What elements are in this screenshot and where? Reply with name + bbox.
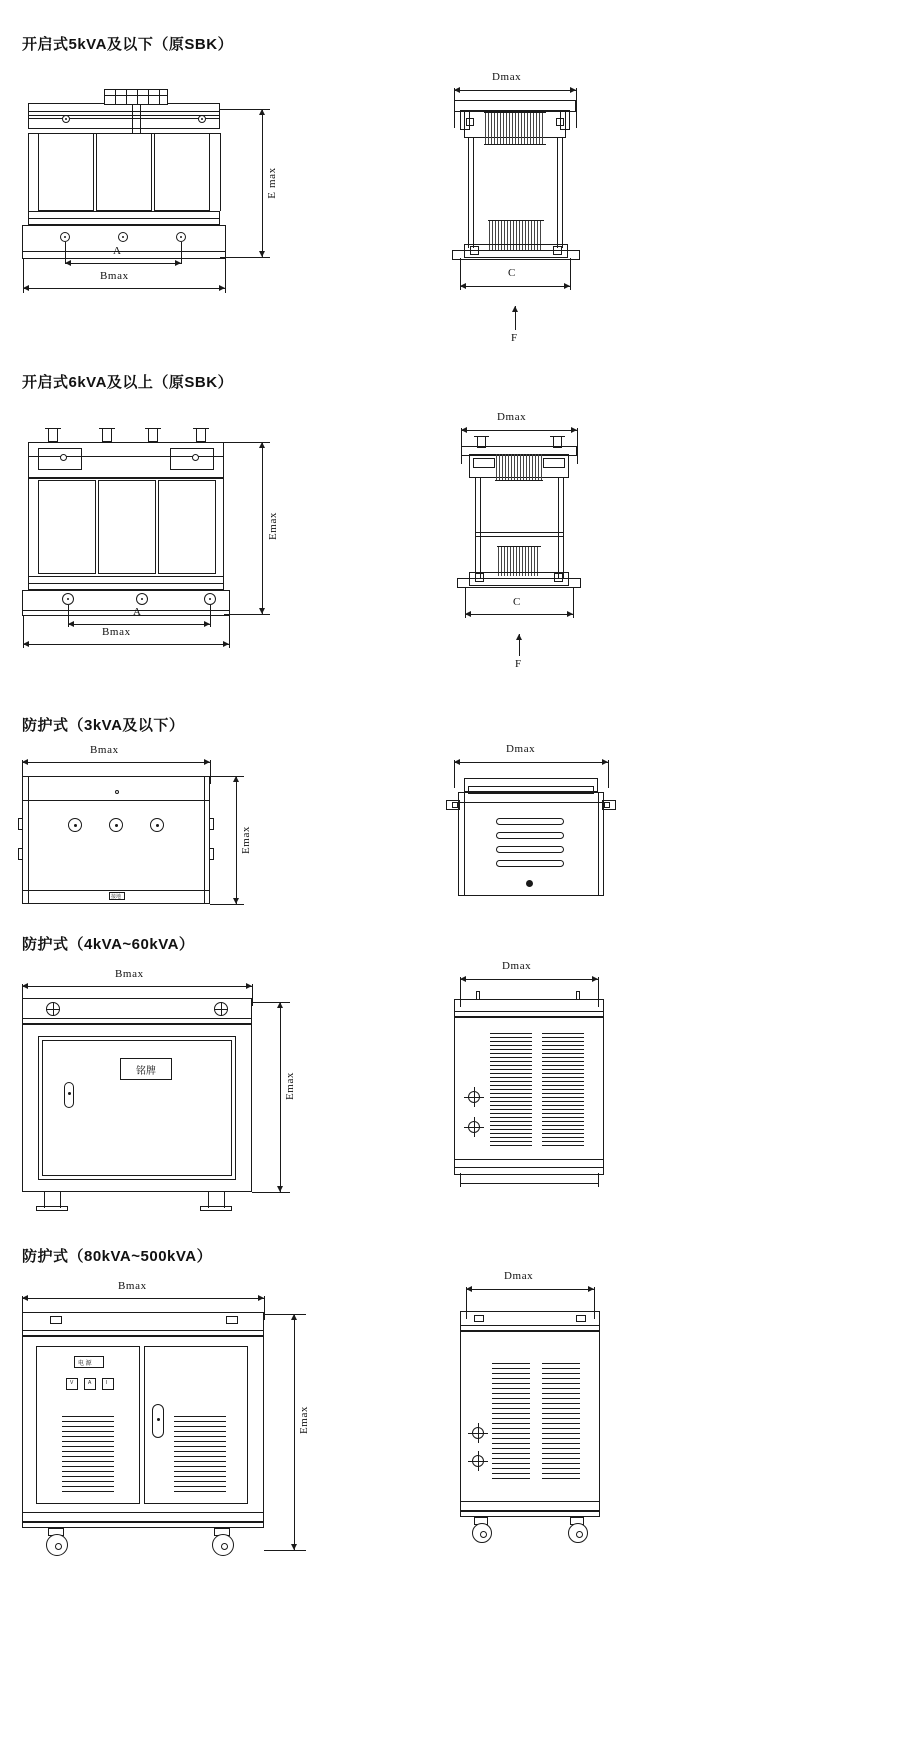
figure5-side-view xyxy=(430,1265,660,1565)
figure3-side-view xyxy=(428,740,658,920)
lifting-lug-left xyxy=(50,1316,62,1324)
caster-wheel-left xyxy=(472,1523,492,1543)
coil-top-edge xyxy=(497,546,541,547)
hole-center xyxy=(67,598,69,600)
terminal-divider xyxy=(159,89,160,105)
hole-center xyxy=(141,598,143,600)
terminal-line xyxy=(104,95,168,96)
terminal-divider xyxy=(148,89,149,105)
meter-1-label: V xyxy=(70,1380,74,1386)
louver-slot xyxy=(496,860,564,867)
core-top-line xyxy=(28,478,224,479)
dim-label-emax: Emax xyxy=(284,1071,296,1101)
figure3-front-view xyxy=(14,744,274,913)
meter-2-label: A xyxy=(88,1380,92,1386)
body-bottom-seam xyxy=(460,1501,600,1502)
arrow-right xyxy=(175,260,181,266)
side-rail-right-inner xyxy=(557,138,558,248)
fixing-hole xyxy=(192,454,199,461)
base-plate xyxy=(22,590,230,616)
section-title-enclosed-4-60kva: 防护式（4kVA~60kVA） xyxy=(22,936,195,953)
bottom-clamp-line xyxy=(28,583,224,584)
arrow-right xyxy=(258,1295,264,1301)
dim-label-dmax: Dmax xyxy=(492,71,522,83)
ground-stud xyxy=(526,880,533,887)
core-right-line xyxy=(223,478,224,576)
arrow-right xyxy=(223,641,229,647)
panel-edge-left xyxy=(464,792,465,896)
dim-label-c: C xyxy=(513,596,521,608)
base-line xyxy=(22,251,226,252)
terminal-insulator xyxy=(102,428,112,442)
bottom-seam xyxy=(454,1167,604,1168)
lifting-lug-left xyxy=(474,1315,484,1322)
arrow-up xyxy=(512,306,518,312)
hole-center xyxy=(201,118,203,120)
dim-label-bmax: Bmax xyxy=(118,1280,147,1292)
coil-top-edge xyxy=(488,220,544,221)
coil-top-edge xyxy=(484,112,546,113)
panel-seam-bottom xyxy=(22,890,210,891)
terminal-divider xyxy=(126,89,127,105)
caster-wheel-left xyxy=(46,1534,68,1556)
terminal-cap xyxy=(193,428,209,429)
side-rail-left-inner xyxy=(480,478,481,578)
side-tab-right xyxy=(209,848,214,860)
dim-line-dmax xyxy=(466,1289,594,1290)
ext-line xyxy=(577,428,578,464)
arrow-up xyxy=(277,1002,283,1008)
terminal-insulator xyxy=(148,428,158,442)
louver-group-left-door xyxy=(62,1416,114,1492)
cover-seam xyxy=(454,1011,604,1012)
coil-hatch-upper xyxy=(495,454,543,480)
door-handle[interactable] xyxy=(152,1404,164,1438)
bolt-right xyxy=(556,118,564,126)
arrow-left xyxy=(465,611,471,617)
dim-line-emax xyxy=(236,776,237,904)
dim-line-bmax xyxy=(22,1298,264,1299)
arrow-down xyxy=(259,608,265,614)
dim-label-a: A xyxy=(113,245,122,257)
side-tab-left xyxy=(18,848,23,860)
dim-line-a xyxy=(65,263,181,264)
hole-center xyxy=(65,118,67,120)
arrow-left xyxy=(68,621,74,627)
ground-badge-label: 接地 xyxy=(111,894,122,900)
arrow-left xyxy=(460,283,466,289)
coil-phase-2 xyxy=(98,480,156,574)
dim-line-dmax xyxy=(460,979,598,980)
arrow-left xyxy=(23,285,29,291)
louver-group-left xyxy=(490,1033,532,1145)
ext-line xyxy=(210,760,211,784)
dim-label-bmax: Bmax xyxy=(115,968,144,980)
ext-line xyxy=(220,257,270,258)
arrow-right xyxy=(204,621,210,627)
bolt-left xyxy=(466,118,474,126)
terminal-insulator xyxy=(48,428,58,442)
louver-slot xyxy=(496,818,564,825)
ext-line xyxy=(210,904,244,905)
louver-group-right xyxy=(542,1033,584,1145)
dim-label-bmax: Bmax xyxy=(102,626,131,638)
cross-member xyxy=(475,532,563,533)
side-tab-right xyxy=(209,818,214,830)
cover-seam xyxy=(460,1325,600,1326)
terminal-cap xyxy=(99,428,115,429)
section-title-enclosed-3kva: 防护式（3kVA及以下） xyxy=(22,717,185,734)
ext-line xyxy=(576,88,577,128)
panel-edge-right xyxy=(598,792,599,896)
lifting-lug-left xyxy=(476,991,480,1000)
crosshair-v xyxy=(474,1087,475,1107)
dim-line-dmax xyxy=(454,90,576,91)
foot-plate-right xyxy=(200,1206,232,1211)
dim-line-base xyxy=(460,1183,598,1184)
figure1-side-view xyxy=(440,60,640,350)
dim-label-emax: E max xyxy=(266,167,278,199)
hole-center xyxy=(180,236,182,238)
panel-edge-left xyxy=(28,776,29,904)
coil-phase-3 xyxy=(154,133,210,211)
ext-line xyxy=(229,616,230,648)
terminal-insulator xyxy=(196,428,206,442)
core-right-line xyxy=(220,133,221,211)
louver-slot xyxy=(496,832,564,839)
figure5-front-view xyxy=(14,1272,314,1562)
terminal-cap xyxy=(45,428,61,429)
hole-center xyxy=(64,236,66,238)
side-rail-right-inner xyxy=(558,478,559,578)
arrow-right xyxy=(564,283,570,289)
arrow-up xyxy=(259,109,265,115)
arrow-left xyxy=(22,759,28,765)
dim-label-dmax: Dmax xyxy=(502,960,532,972)
arrow-right xyxy=(592,976,598,982)
dim-label-emax: Emax xyxy=(240,825,252,855)
cover-seam xyxy=(22,1018,252,1019)
dim-line-bmax xyxy=(23,644,229,645)
dim-line-bmax xyxy=(22,762,210,763)
arrow-left xyxy=(22,1295,28,1301)
section-title-open-5kva: 开启式5kVA及以下（原SBK） xyxy=(22,36,234,53)
coil-phase-1 xyxy=(38,480,96,574)
arrow-right xyxy=(588,1286,594,1292)
control-panel-label: 电 源 xyxy=(78,1361,92,1367)
ext-line xyxy=(570,258,571,290)
dim-label-c: C xyxy=(508,267,516,279)
louver-group-right-door xyxy=(174,1416,226,1492)
arrow-up xyxy=(233,776,239,782)
bolt-right xyxy=(554,573,563,582)
enclosure-top-cover xyxy=(454,999,604,1017)
crosshair-v xyxy=(478,1451,479,1471)
section-title-enclosed-80-500kva: 防护式（80kVA~500kVA） xyxy=(22,1248,213,1265)
lifting-eye-cross xyxy=(221,1002,222,1016)
ext-line xyxy=(608,760,609,788)
arrow-right xyxy=(570,87,576,93)
coil-phase-1 xyxy=(38,133,94,211)
side-terminal-left-detail xyxy=(452,802,458,808)
terminal-divider xyxy=(137,89,138,105)
coil-phase-2 xyxy=(96,133,152,211)
bottom-clamp-line xyxy=(28,218,220,219)
dim-label-a: A xyxy=(133,606,142,618)
arrow-left xyxy=(65,260,71,266)
arrow-right xyxy=(602,759,608,765)
dim-line-bmax xyxy=(22,986,252,987)
dim-label-dmax: Dmax xyxy=(506,743,536,755)
vent-hole xyxy=(115,790,119,794)
figure2-side-view xyxy=(445,400,645,680)
hole-center xyxy=(122,236,124,238)
base-plate xyxy=(22,225,226,259)
louver-group-right xyxy=(542,1363,580,1481)
lock-keyhole xyxy=(157,1418,160,1421)
ext-line xyxy=(460,1173,461,1187)
terminal-lead xyxy=(140,105,141,133)
dim-line-emax xyxy=(280,1002,281,1192)
side-rail-left-inner xyxy=(473,138,474,248)
ext-line xyxy=(264,1550,306,1551)
side-tab-left xyxy=(18,818,23,830)
coil-hatch-upper xyxy=(484,112,546,144)
core-left-line xyxy=(28,133,29,211)
figure4-side-view xyxy=(430,955,660,1205)
dim-line-emax xyxy=(262,442,263,614)
base-line xyxy=(22,610,230,611)
bushing-center xyxy=(74,824,77,827)
ext-line xyxy=(224,614,270,615)
figure4-front-view xyxy=(14,962,294,1212)
coil-bottom-edge xyxy=(495,480,543,481)
side-rail-right-outer xyxy=(562,138,563,248)
bushing-center xyxy=(156,824,159,827)
crosshair-v xyxy=(478,1423,479,1443)
meter-3[interactable] xyxy=(102,1378,114,1390)
dim-label-bmax: Bmax xyxy=(90,744,119,756)
terminal-cap xyxy=(145,428,161,429)
dim-line-c xyxy=(460,286,570,287)
section-title-open-6kva: 开启式6kVA及以上（原SBK） xyxy=(22,374,234,391)
arrow-left xyxy=(22,983,28,989)
cover-seam xyxy=(22,1330,264,1331)
dim-line-emax xyxy=(294,1314,295,1550)
bolt-left xyxy=(475,573,484,582)
lifting-lug-right xyxy=(226,1316,238,1324)
arrow-left xyxy=(460,976,466,982)
panel-seam xyxy=(458,802,604,803)
caster-wheel-right xyxy=(212,1534,234,1556)
arrow-up xyxy=(516,634,522,640)
ext-line xyxy=(252,1002,290,1003)
dim-label-dmax: Dmax xyxy=(497,411,527,423)
enclosure-front-panel xyxy=(22,776,210,904)
arrow-right xyxy=(246,983,252,989)
side-rail-right-outer xyxy=(563,478,564,578)
foot-plate-left xyxy=(36,1206,68,1211)
arrow-left xyxy=(461,427,467,433)
louver-slot xyxy=(496,846,564,853)
side-terminal-right-detail xyxy=(604,802,610,808)
side-rail-left-outer xyxy=(475,478,476,578)
fixing-hole xyxy=(60,454,67,461)
ext-line xyxy=(225,259,226,293)
arrow-down xyxy=(291,1544,297,1550)
clamp-detail-left xyxy=(473,458,495,468)
dim-line-dmax xyxy=(461,430,577,431)
terminal-lead xyxy=(132,105,133,133)
clamp-detail-right xyxy=(543,458,565,468)
crosshair-v xyxy=(474,1117,475,1137)
dim-line-dmax xyxy=(454,762,608,763)
arrow-left xyxy=(454,759,460,765)
arrow-left xyxy=(466,1286,472,1292)
arrow-down xyxy=(233,898,239,904)
cross-member xyxy=(475,536,563,537)
arrow-right xyxy=(567,611,573,617)
figure1-front-view xyxy=(20,85,280,305)
dim-label-f: F xyxy=(511,332,518,344)
dim-label-bmax: Bmax xyxy=(100,270,129,282)
core-top-line xyxy=(28,133,220,134)
arrow-down xyxy=(277,1186,283,1192)
dim-label-emax: Emax xyxy=(298,1405,310,1435)
ext-line xyxy=(252,1192,290,1193)
dim-label-dmax: Dmax xyxy=(504,1270,534,1282)
lifting-eye-cross xyxy=(53,1002,54,1016)
door-handle[interactable] xyxy=(64,1082,74,1108)
meter-3-label: I xyxy=(106,1380,108,1386)
arrow-down xyxy=(259,251,265,257)
clamp-line xyxy=(28,111,220,112)
arrow-right xyxy=(571,427,577,433)
top-clamp-bar-lower xyxy=(28,115,220,129)
lifting-lug-right xyxy=(576,1315,586,1322)
coil-phase-3 xyxy=(158,480,216,574)
dim-label-f: F xyxy=(515,658,522,670)
dim-line-a xyxy=(68,624,210,625)
bushing-center xyxy=(115,824,118,827)
lifting-lug-right xyxy=(576,991,580,1000)
figure2-front-view xyxy=(20,420,280,645)
ext-line xyxy=(264,1296,265,1320)
panel-edge-right xyxy=(204,776,205,904)
dim-label-emax: Emax xyxy=(267,511,279,541)
side-rail-left-outer xyxy=(468,138,469,248)
panel-seam-top xyxy=(22,800,210,801)
dim-line-c xyxy=(465,614,573,615)
bolt-right xyxy=(553,246,562,255)
ext-line xyxy=(573,588,574,618)
lock-keyhole xyxy=(68,1092,71,1095)
core-left-line xyxy=(28,478,29,576)
bottom-seam xyxy=(454,1159,604,1160)
caster-wheel-right xyxy=(568,1523,588,1543)
arrow-up xyxy=(291,1314,297,1320)
arrow-right xyxy=(219,285,225,291)
hole-center xyxy=(209,598,211,600)
ext-line xyxy=(181,242,182,264)
ext-line xyxy=(210,605,211,627)
terminal-cap xyxy=(474,436,489,437)
arrow-right xyxy=(204,759,210,765)
bolt-left xyxy=(470,246,479,255)
ext-line xyxy=(598,1173,599,1187)
ext-line xyxy=(264,1314,306,1315)
dim-line-emax xyxy=(262,109,263,257)
dim-line-bmax xyxy=(23,288,225,289)
arrow-left xyxy=(454,87,460,93)
arrow-left xyxy=(23,641,29,647)
terminal-cap xyxy=(550,436,565,437)
arrow-up xyxy=(259,442,265,448)
coil-bottom-edge xyxy=(484,144,546,145)
nameplate: 铭牌 xyxy=(120,1058,172,1080)
terminal-divider xyxy=(115,89,116,105)
body-bottom-seam xyxy=(22,1512,264,1513)
louver-group-left xyxy=(492,1363,530,1481)
